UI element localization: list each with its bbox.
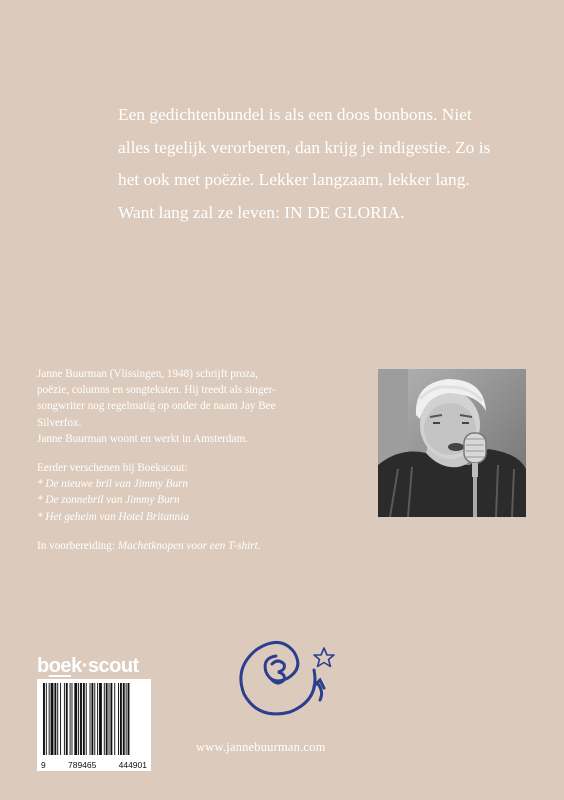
publisher-name-2: k: [71, 655, 82, 677]
bio-line: Silverfox.: [37, 416, 82, 429]
barcode-digits-right: 444901: [118, 760, 147, 770]
earlier-title: * De nieuwe bril van Jimmy Burn: [37, 478, 188, 491]
author-photo-image: [378, 369, 526, 517]
publisher-logo: [37, 655, 139, 678]
author-bio: [37, 366, 341, 554]
blurb-line: Want lang zal ze leven: IN DE GLORIA.: [118, 202, 405, 222]
prep-title: Machetknopen voor een T-shirt.: [117, 539, 261, 552]
publisher-name-3: scout: [87, 655, 139, 677]
blurb-line: Een gedichtenbundel is als een doos bonbons. Niet: [118, 105, 472, 124]
bio-line: poëzie, columns en songteksten. Hij treedt als singer-: [37, 384, 276, 397]
publisher-name-1: b: [37, 655, 49, 677]
blurb-line: alles tegelijk verorberen, dan krijg je indigestie. Zo is: [118, 137, 491, 157]
blurb-line: het ook met poëzie. Lekker langzaam, lekker lang.: [118, 170, 470, 189]
bio-line: songwriter nog regelmatig op onder de naam Jay Bee: [37, 400, 276, 413]
publisher-name-dot: ·: [81, 655, 88, 677]
bio-line: Janne Buurman woont en werkt in Amsterdam.: [37, 432, 248, 445]
barcode-digits: [37, 760, 151, 770]
in-preparation: [37, 538, 341, 554]
barcode-bars: [37, 679, 151, 759]
bio-line: Janne Buurman (Vlissingen, 1948) schrijft proza,: [37, 368, 258, 380]
back-cover-blurb: [118, 99, 538, 229]
barcode-digit-first: 9: [41, 760, 46, 770]
isbn-barcode: [37, 679, 151, 771]
earlier-heading: Eerder verschenen bij Boekscout:: [37, 462, 188, 475]
author-monogram-logo: [228, 628, 340, 728]
star-icon: [314, 648, 334, 667]
website-url: www.jannebuurman.com: [196, 740, 326, 754]
barcode-digits-left: 789465: [67, 760, 97, 770]
prep-label: In voorbereiding:: [37, 539, 118, 552]
spiral-star-icon: [228, 628, 340, 728]
publisher-name-oo: oe: [48, 655, 72, 677]
earlier-title: * Het geheim van Hotel Britannia: [37, 510, 189, 523]
author-photo: [378, 369, 526, 517]
earlier-title: * De zonnebril van Jimmy Burn: [37, 494, 180, 507]
